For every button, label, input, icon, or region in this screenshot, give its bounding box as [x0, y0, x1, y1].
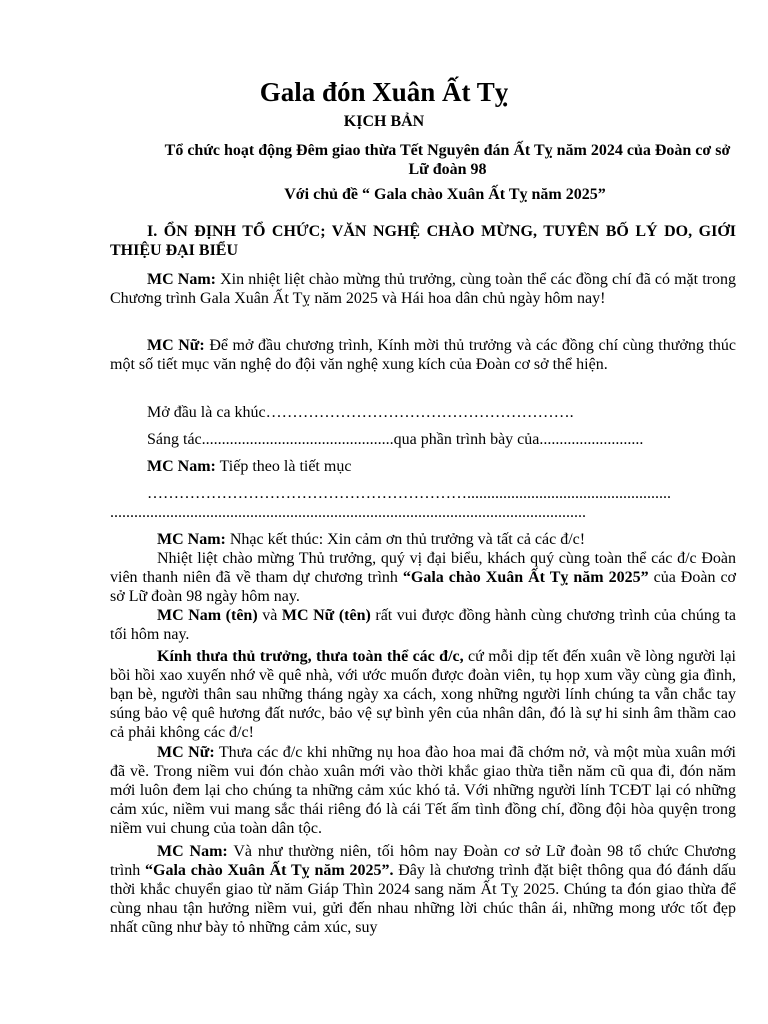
- mc-nu-name: MC Nữ (tên): [281, 607, 371, 624]
- speaker-label: MC Nam:: [147, 458, 216, 475]
- salutation: Kính thưa thủ trưởng, thưa toàn thể các đ/c,: [157, 648, 464, 665]
- paragraph-mc-nam-thanks: [110, 530, 736, 549]
- speaker-label: MC Nam:: [157, 531, 226, 548]
- speaker-label: MC Nam:: [147, 271, 216, 288]
- document-title: Gala đón Xuân Ất Tỵ: [259, 77, 509, 107]
- paragraph-text: Tiếp theo là tiết mục: [215, 458, 352, 475]
- paragraph-welcome-guests: [110, 549, 736, 606]
- paragraph-text: Đây là chương trình đặt biệt thông qua đó đánh dấu thời khắc chuyển giao từ năm Giáp Thìn 2024 sang năm Ất Tỵ 2025. Chúng ta đón giao thừa để cùng nhau tận hưởng niềm vui, gửi đến nhau những lời chúc thân ái, những mong ước tốt đẹp nhất cũng như bày tỏ những cảm xúc, suy: [110, 862, 737, 936]
- paragraph-text: Xin nhiệt liệt chào mừng thủ trưởng, cùng toàn thể các đồng chí đã có mặt trong Chương trình Gala Xuân Ất Tỵ năm 2025 và Hái hoa dân chủ ngày hôm nay!: [110, 271, 736, 307]
- document-theme: Với chủ đề “ Gala chào Xuân Ất Tỵ năm 2025”: [284, 186, 606, 203]
- paragraph-mc-nu-spring: [110, 743, 736, 838]
- paragraph-text: Thưa các đ/c khi những nụ hoa đào hoa mai đã chớm nở, và một mùa xuân mới đã về. Trong niềm vui đón chào xuân mới vào thời khắc giao thừa tiễn năm cũ qua đi, đón năm mới luôn đem lại cho chúng ta những cảm xúc khó tả. Với những người lính TCĐT lại có những cảm xúc, niềm vui mang sắc thái riêng đó là cái Tết ấm tình đồng chí, đồng đội hòa quyện trong niềm vui chung của toàn dân tộc.: [110, 744, 736, 837]
- dotted-line-2: .......................................................................................................................: [110, 504, 586, 521]
- program-name: “Gala chào Xuân Ất Tỵ năm 2025”: [402, 569, 649, 586]
- paragraph-text: Và như thường niên, tối hôm nay Đoàn cơ sở Lữ đoàn 98 tổ chức Chương trình: [110, 843, 736, 879]
- paragraph-text: Để mở đầu chương trình, Kính mời thủ trưởng và các đồng chí cùng thưởng thúc một số tiết mục văn nghệ do đội văn nghệ xung kích của Đoàn cơ sở thể hiện.: [110, 337, 737, 373]
- section-heading: I. ỔN ĐỊNH TỔ CHỨC; VĂN NGHỆ CHÀO MỪNG, TUYÊN BỐ LÝ DO, GIỚI THIỆU ĐẠI BIỂU: [110, 223, 736, 259]
- paragraph-respectfully: [110, 647, 736, 742]
- document-purpose: Tổ chức hoạt động Đêm giao thừa Tết Nguyên đán Ất Tỵ năm 2024 của Đoàn cơ sở Lữ đoàn 98: [164, 142, 731, 178]
- paragraph-text: của Đoàn cơ sở Lữ đoàn 98 ngày hôm nay.: [110, 569, 737, 605]
- paragraph-mc-names: [110, 606, 736, 644]
- paragraph-text: cứ mỗi dịp tết đến xuân về lòng người lại bồi hồi xao xuyến nhớ về quê nhà, với ước muốn được đoàn viên, tụ họp xum vầy cùng gia đình, bạn bè, người thân sau những tháng ngày xa cách, xong những người lính chúng ta vẫn chắc tay súng bảo vệ quê hương đất nước, bảo vệ sự bình yên của nhân dân, đó là sự hi sinh âm thầm cao cả phải không các đ/c!: [110, 648, 736, 741]
- document-subtitle: KỊCH BẢN: [343, 113, 425, 130]
- conjunction: và: [257, 607, 282, 624]
- speaker-label: MC Nữ:: [157, 744, 215, 761]
- paragraph-mc-nu-opening: [110, 336, 736, 374]
- paragraph-mc-nam-welcome: [110, 270, 736, 308]
- paragraph-mc-nam-next: [110, 457, 736, 476]
- mc-nam-name: MC Nam (tên): [157, 607, 258, 624]
- speaker-label: MC Nam:: [157, 843, 228, 860]
- program-name: “Gala chào Xuân Ất Tỵ năm 2025”.: [145, 862, 394, 879]
- dotted-line-1: ……………………………………………………...................................................: [147, 485, 671, 502]
- speaker-label: MC Nữ:: [147, 337, 205, 354]
- paragraph-song-intro: Mở đầu là ca khúc………………………………………………….: [147, 404, 574, 421]
- paragraph-mc-nam-annual: [110, 842, 736, 937]
- paragraph-text: Nhiệt liệt chào mừng Thủ trưởng, quý vị đại biểu, khách quý cùng toàn thể các đ/c Đoàn viên thanh niên đã về tham dự chương trình: [110, 550, 736, 586]
- paragraph-text: Nhạc kết thúc: Xin cảm ơn thủ trưởng và tất cả các đ/c!: [225, 531, 586, 548]
- paragraph-composer: Sáng tác................................................qua phần trình bày của..........................: [147, 431, 644, 448]
- paragraph-text: rất vui được đồng hành cùng chương trình của chúng ta tối hôm nay.: [110, 607, 737, 643]
